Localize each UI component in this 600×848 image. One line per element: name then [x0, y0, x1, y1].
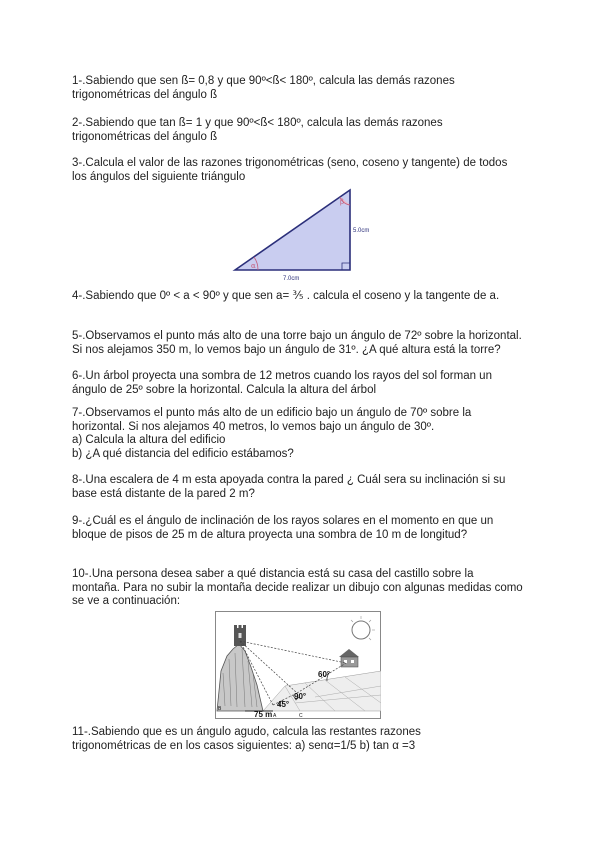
angle-90-label: 90°: [294, 692, 307, 701]
question-6: 6-.Un árbol proyecta una sombra de 12 metros cuando los rayos del sol forman un ángulo de 25º sobre la horizontal. Calcula la altura del árbol: [72, 370, 492, 396]
castle-figure: [215, 611, 381, 719]
point-c-label: C: [299, 713, 303, 719]
triangle-shape: [235, 190, 350, 270]
angle-60-label: 60°: [318, 670, 331, 679]
height-label: 5.0cm: [353, 228, 370, 234]
triangle-figure: [228, 183, 378, 283]
alpha-label: α: [251, 262, 256, 270]
point-b-label: B: [218, 706, 222, 712]
point-a-label: A: [273, 713, 277, 719]
question-3: 3-.Calcula el valor de las razones trigonométricas (seno, coseno y tangente) de todos los ángulos del siguiente triángulo: [72, 157, 508, 183]
castle-icon: [234, 625, 246, 646]
base-label: 7.0cm: [283, 276, 300, 282]
question-2: 2-.Sabiendo que tan ß= 1 y que 90º<ß< 180º, calcula las demás razones trigonométricas del ángulo ß: [72, 117, 443, 143]
question-10: 10-.Una persona desea saber a qué distancia está su casa del castillo sobre la montaña. Para no subir la montaña decide realizar un dibujo con algunas medidas como se ve a continuación:: [72, 568, 523, 607]
question-8: 8-.Una escalera de 4 m esta apoyada contra la pared ¿ Cuál sera su inclinación si su base está distante de la pared 2 m?: [72, 474, 506, 500]
angle-45-label: 45°: [277, 700, 290, 709]
question-11: 11-.Sabiendo que es un ángulo agudo, calcula las restantes razones trigonométricas de en los casos siguientes: a) senα=1/5 b) tan α =3: [72, 726, 421, 752]
question-9: 9-.¿Cuál es el ángulo de inclinación de los rayos solares en el momento en que un bloque de pisos de 25 m de altura proyecta una sombra de 10 m de longitud?: [72, 515, 494, 541]
question-4: 4-.Sabiendo que 0º < a < 90º y que sen a= ⅗ . calcula el coseno y la tangente de a.: [72, 290, 500, 302]
beta-label: β: [340, 198, 345, 206]
question-5: 5-.Observamos el punto más alto de una torre bajo un ángulo de 72º sobre la horizontal. Si nos alejamos 350 m, lo vemos bajo un ángulo de 31º. ¿A qué altura está la torre?: [72, 330, 522, 356]
question-1: 1-.Sabiendo que sen ß= 0,8 y que 90º<ß< 180º, calcula las demás razones trigonométricas del ángulo ß: [72, 75, 455, 101]
distance-label: 75 m: [254, 710, 273, 719]
question-7: 7-.Observamos el punto más alto de un edificio bajo un ángulo de 70º sobre la horizontal. Si nos alejamos 40 metros, lo vemos bajo un ángulo de 30º. a) Calcula la altura del edificio b) ¿A qué distancia del edificio estábamos?: [72, 407, 472, 460]
